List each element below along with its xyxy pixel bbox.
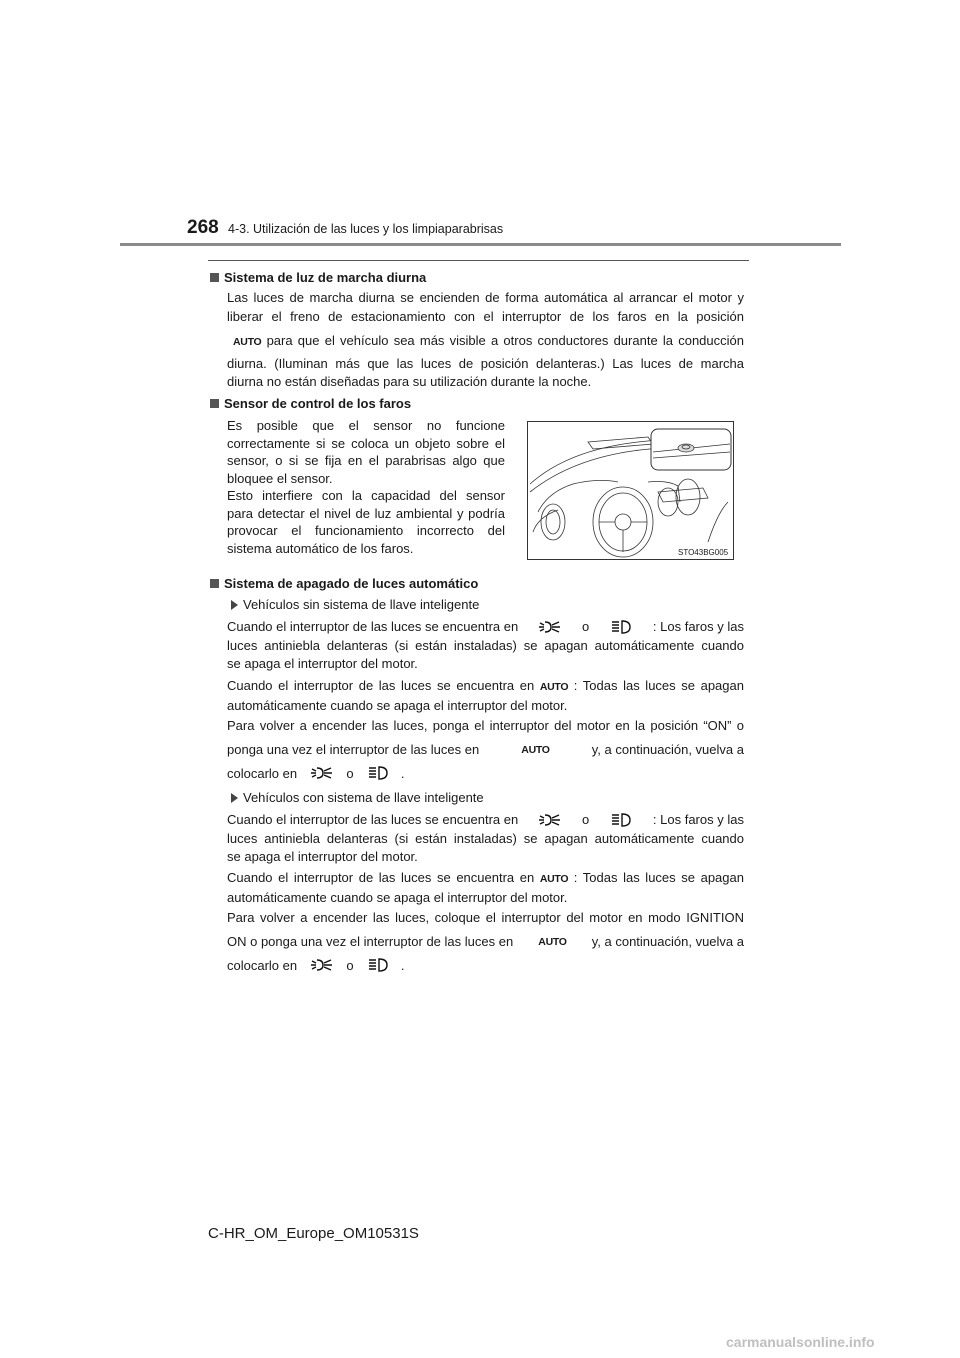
auto-off-paragraph-e <box>227 869 744 907</box>
page-number: 268 <box>187 217 219 238</box>
parking-lights-icon <box>309 765 335 781</box>
text-line: Es posible que el sensor no funcione <box>227 418 505 433</box>
auto-symbol: AUTO <box>521 743 550 756</box>
bullet-square-icon <box>210 579 219 588</box>
subheading-no-smart-key: Vehículos sin sistema de llave inteligente <box>231 597 479 612</box>
text-line: sensor, o si se fija en el parabrisas algo que <box>227 453 505 468</box>
headlight-icon <box>608 812 634 828</box>
auto-symbol: AUTO <box>539 681 569 693</box>
text-line: para detectar el nivel de luz ambiental y podría <box>227 505 505 521</box>
text-line: bloquee el sensor. <box>227 470 333 486</box>
text-line: ponga una vez el interruptor de las luces en AUTO y, a continuación, vuelva a <box>227 741 744 760</box>
text-line: luces antiniebla delanteras (si están instaladas) se apagan automáticamente cuando <box>227 830 744 846</box>
section-heading-sensor: Sensor de control de los faros <box>210 396 411 411</box>
subheading-smart-key: Vehículos con sistema de llave inteligente <box>231 790 484 805</box>
text-line: sistema automático de los faros. <box>227 540 414 556</box>
text-line: AUTO para que el vehículo sea más visible a otros conductores durante la conducción <box>233 333 744 348</box>
text-line: Cuando el interruptor de las luces se encuentra en o : Los faros y las <box>227 812 744 827</box>
section-divider <box>208 260 749 261</box>
auto-symbol: AUTO <box>538 935 567 948</box>
auto-off-paragraph-f <box>227 909 744 976</box>
sensor-paragraph <box>227 417 505 557</box>
section-heading-auto-off: Sistema de apagado de luces automático <box>210 576 478 591</box>
text-line: automáticamente cuando se apaga el interruptor del motor. <box>227 889 568 905</box>
triangle-bullet-icon <box>231 600 238 610</box>
figure-code: STO43BG005 <box>678 548 729 557</box>
text-line: se apaga el interruptor del motor. <box>227 656 418 671</box>
bullet-square-icon <box>210 399 219 408</box>
sensor-figure <box>527 421 734 560</box>
auto-symbol: AUTO <box>233 336 262 348</box>
auto-off-paragraph-c <box>227 717 744 784</box>
text-line: correctamente si se coloca un objeto sobre el <box>227 435 505 451</box>
text-line: colocarlo en o . <box>227 958 405 973</box>
headlight-icon <box>608 619 634 635</box>
drl-paragraph <box>227 289 744 392</box>
triangle-bullet-icon <box>231 793 238 803</box>
auto-symbol: AUTO <box>539 873 569 885</box>
text-line: liberar el freno de estacionamiento con el interruptor de los faros en la posición <box>227 308 744 324</box>
headlight-icon <box>365 765 391 781</box>
text-line: Esto interfiere con la capacidad del sensor <box>227 488 505 503</box>
bullet-square-icon <box>210 273 219 282</box>
watermark: carmanualsonline.info <box>726 1334 875 1350</box>
auto-off-paragraph-d <box>227 811 744 867</box>
text-line: diurna. (Iluminan más que las luces de posición delanteras.) Las luces de marcha <box>227 355 744 371</box>
parking-lights-icon <box>537 619 563 635</box>
text-line: Las luces de marcha diurna se encienden de forma automática al arrancar el motor y <box>227 290 744 305</box>
text-line: se apaga el interruptor del motor. <box>227 849 418 864</box>
chapter-title: 4-3. Utilización de las luces y los limpiaparabrisas <box>228 222 504 236</box>
parking-lights-icon <box>309 957 335 973</box>
parking-lights-icon <box>537 812 563 828</box>
text-line: ON o ponga una vez el interruptor de las luces en AUTO y, a continuación, vuelva a <box>227 933 744 952</box>
text-line: Cuando el interruptor de las luces se encuentra en o : Los faros y las <box>227 619 744 634</box>
text-line: Cuando el interruptor de las luces se encuentra en AUTO : Todas las luces se apagan <box>227 870 744 885</box>
text-line: automáticamente cuando se apaga el interruptor del motor. <box>227 697 568 713</box>
text-line: Para volver a encender las luces, coloque el interruptor del motor en modo IGNITION <box>227 910 744 925</box>
header-rule <box>120 243 841 246</box>
text-line: Para volver a encender las luces, ponga el interruptor del motor en la posición “ON” o <box>227 718 744 733</box>
text-line: colocarlo en o . <box>227 766 405 781</box>
text-line: luces antiniebla delanteras (si están instaladas) se apagan automáticamente cuando <box>227 637 744 653</box>
section-heading-drl: Sistema de luz de marcha diurna <box>210 270 426 285</box>
text-line: Cuando el interruptor de las luces se encuentra en AUTO : Todas las luces se apagan <box>227 678 744 693</box>
headlight-icon <box>365 957 391 973</box>
dashboard-sensor-illustration <box>528 422 733 559</box>
text-line: provocar el funcionamiento incorrecto del <box>227 523 505 538</box>
auto-off-paragraph-a <box>227 618 744 674</box>
document-id: C-HR_OM_Europe_OM10531S <box>208 1225 419 1242</box>
text-line: diurna no están diseñadas para su utilización durante la noche. <box>227 374 592 389</box>
auto-off-paragraph-b <box>227 677 744 715</box>
